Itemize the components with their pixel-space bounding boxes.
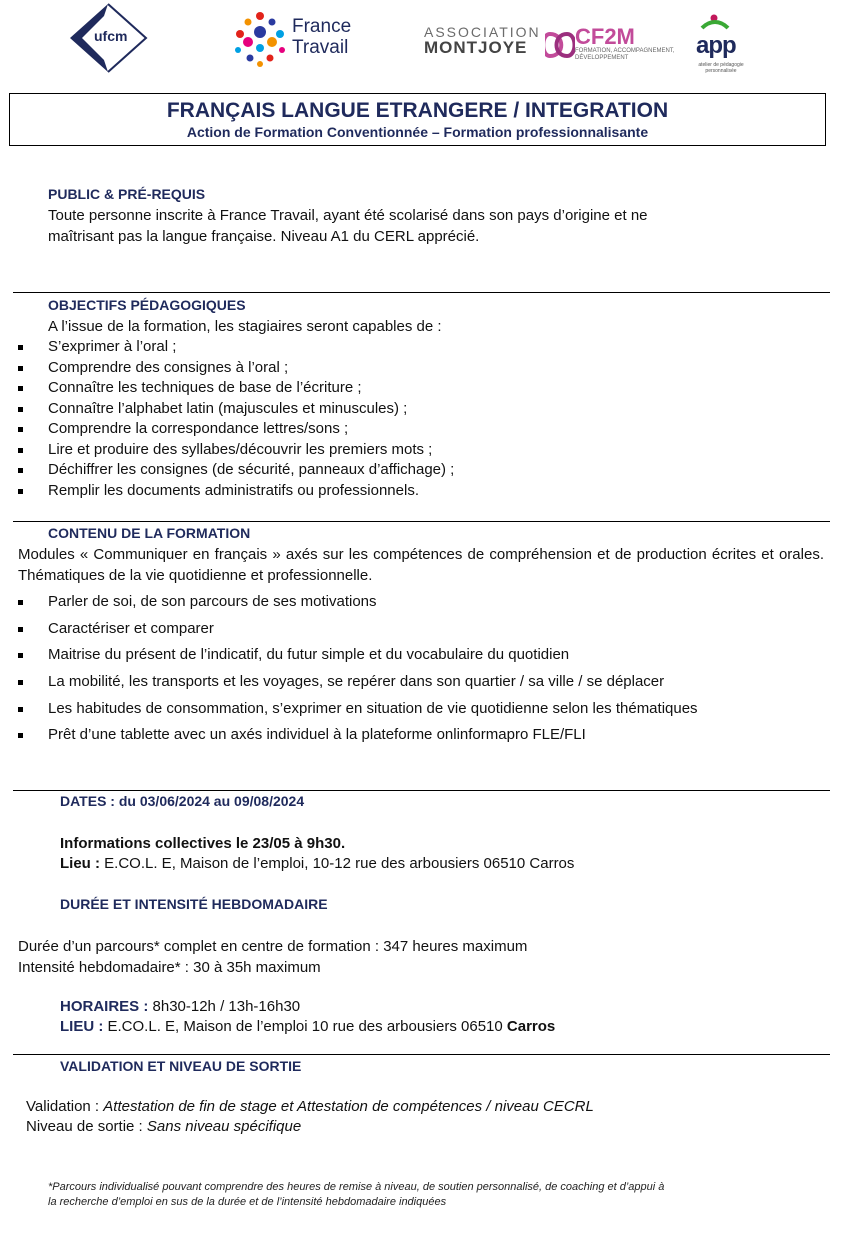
public-text	[48, 205, 648, 247]
divider-4	[13, 1054, 830, 1055]
cf2m-sub: FORMATION, ACCOMPAGNEMENT, DÉVELOPPEMENT	[575, 48, 675, 61]
objectif-item: S’exprimer à l’oral ;	[18, 337, 818, 358]
footnote-line-1: *Parcours individualisé pouvant comprendre des heures de remise à niveau, de soutien personnalisé, de coaching et d’appui à	[48, 1181, 665, 1193]
contenu-item: Caractériser et comparer	[18, 619, 824, 639]
montjoye-label: MONTJOYE	[424, 38, 528, 57]
title-box	[9, 93, 826, 146]
validation-heading: VALIDATION ET NIVEAU DE SORTIE	[60, 1058, 302, 1074]
objectif-item: Connaître l’alphabet latin (majuscules et minuscules) ;	[18, 399, 818, 420]
duree-line2: Intensité hebdomadaire* : 30 à 35h maximum	[18, 959, 321, 976]
cf2m-label: CF2M	[575, 24, 635, 49]
lieu-label: LIEU :	[60, 1018, 104, 1035]
contenu-item: La mobilité, les transports et les voyages, se repérer dans son quartier / sa ville / se déplacer	[18, 672, 824, 692]
association-label: ASSOCIATION	[424, 24, 541, 40]
footnote	[48, 1180, 828, 1210]
public-heading: PUBLIC & PRÉ-REQUIS	[48, 186, 206, 202]
lieu-value: E.CO.L. E, Maison de l’emploi 10 rue des arbousiers 06510	[103, 1018, 507, 1035]
ufcm-logo-text: ufcm	[94, 28, 128, 44]
niveau-label: Niveau de sortie :	[26, 1118, 147, 1135]
dates-value: du 03/06/2024 au 09/08/2024	[118, 793, 305, 809]
lieu-city: Carros	[506, 1018, 556, 1035]
public-line-1: Toute personne inscrite à France Travail, ayant été scolarisé dans son pays d’origine et ne	[48, 207, 648, 224]
dates-label: DATES :	[60, 793, 115, 809]
france-travail-line2: Travail	[292, 37, 349, 58]
divider-1	[13, 292, 830, 293]
dates-line	[60, 793, 304, 809]
public-line-2: maîtrisant pas la langue française. Niveau A1 du CERL apprécié.	[48, 228, 480, 245]
contenu-item: Maitrise du présent de l’indicatif, du futur simple et du vocabulaire du quotidien	[18, 645, 824, 665]
footnote-line-2: la recherche d’emploi en sus de la durée et de l’intensité hebdomadaire indiquées	[48, 1196, 447, 1208]
divider-2	[13, 521, 830, 522]
objectif-item: Comprendre des consignes à l’oral ;	[18, 358, 818, 379]
france-travail-line1: France	[292, 16, 352, 37]
contenu-item: Prêt d’une tablette avec un axés individuel à la plateforme onlinformapro FLE/FLI	[18, 725, 824, 745]
ufcm-logo	[68, 2, 148, 74]
app-label: app	[696, 32, 736, 59]
app-sub: atelier de pédagogie personnalisée	[698, 62, 744, 74]
divider-3	[13, 790, 830, 791]
cf2m-logo	[545, 26, 695, 66]
cf2m-knot-icon	[545, 26, 575, 66]
dates-lieu-label: Lieu :	[60, 855, 100, 872]
contenu-item: Les habitudes de consommation, s’exprimer en situation de vie quotidienne selon les thématiques	[18, 699, 824, 719]
objectifs-intro: A l’issue de la formation, les stagiaires seront capables de :	[48, 318, 442, 335]
objectifs-list	[18, 337, 818, 501]
duree-line1: Durée d’un parcours* complet en centre de formation : 347 heures maximum	[18, 938, 528, 955]
contenu-heading: CONTENU DE LA FORMATION	[48, 525, 251, 541]
dates-info: Informations collectives le 23/05 à 9h30.	[60, 835, 346, 852]
page-title: FRANÇAIS LANGUE ETRANGERE / INTEGRATION	[166, 99, 669, 122]
objectif-item: Déchiffrer les consignes (de sécurité, panneaux d’affichage) ;	[18, 460, 818, 481]
validation-label: Validation :	[26, 1098, 104, 1115]
horaires-value: 8h30-12h / 13h-16h30	[148, 998, 301, 1015]
objectifs-heading: OBJECTIFS PÉDAGOGIQUES	[48, 297, 246, 313]
app-logo	[692, 14, 752, 74]
horaires-line	[60, 996, 300, 1017]
niveau-value: Sans niveau spécifique	[146, 1118, 302, 1135]
dates-lieu	[60, 853, 574, 874]
objectif-item: Lire et produire des syllabes/découvrir les premiers mots ;	[18, 440, 818, 461]
contenu-item: Parler de soi, de son parcours de ses motivations	[18, 592, 824, 612]
objectif-item: Remplir les documents administratifs ou professionnels.	[18, 481, 818, 502]
horaires-label: HORAIRES :	[60, 998, 149, 1015]
france-travail-logo	[232, 10, 367, 68]
objectif-item: Comprendre la correspondance lettres/sons ;	[18, 419, 818, 440]
duree-heading: DURÉE ET INTENSITÉ HEBDOMADAIRE	[60, 896, 328, 912]
app-person-icon	[692, 14, 752, 34]
contenu-list	[18, 592, 824, 752]
objectif-item: Connaître les techniques de base de l’écriture ;	[18, 378, 818, 399]
validation-line	[26, 1096, 594, 1117]
page-subtitle: Action de Formation Conventionnée – Formation professionnalisante	[186, 124, 649, 140]
niveau-line	[26, 1116, 301, 1137]
validation-value: Attestation de fin de stage et Attestation de compétences / niveau CECRL	[103, 1098, 594, 1115]
dates-lieu-value: E.CO.L. E, Maison de l’emploi, 10-12 rue des arbousiers 06510 Carros	[100, 855, 575, 872]
association-montjoye-logo	[424, 24, 541, 56]
contenu-intro: Modules « Communiquer en français » axés sur les compétences de compréhension et de production écrites et orales. Thématiques de la vie quotidienne et professionnelle.	[18, 546, 824, 584]
lieu-line	[60, 1016, 555, 1037]
